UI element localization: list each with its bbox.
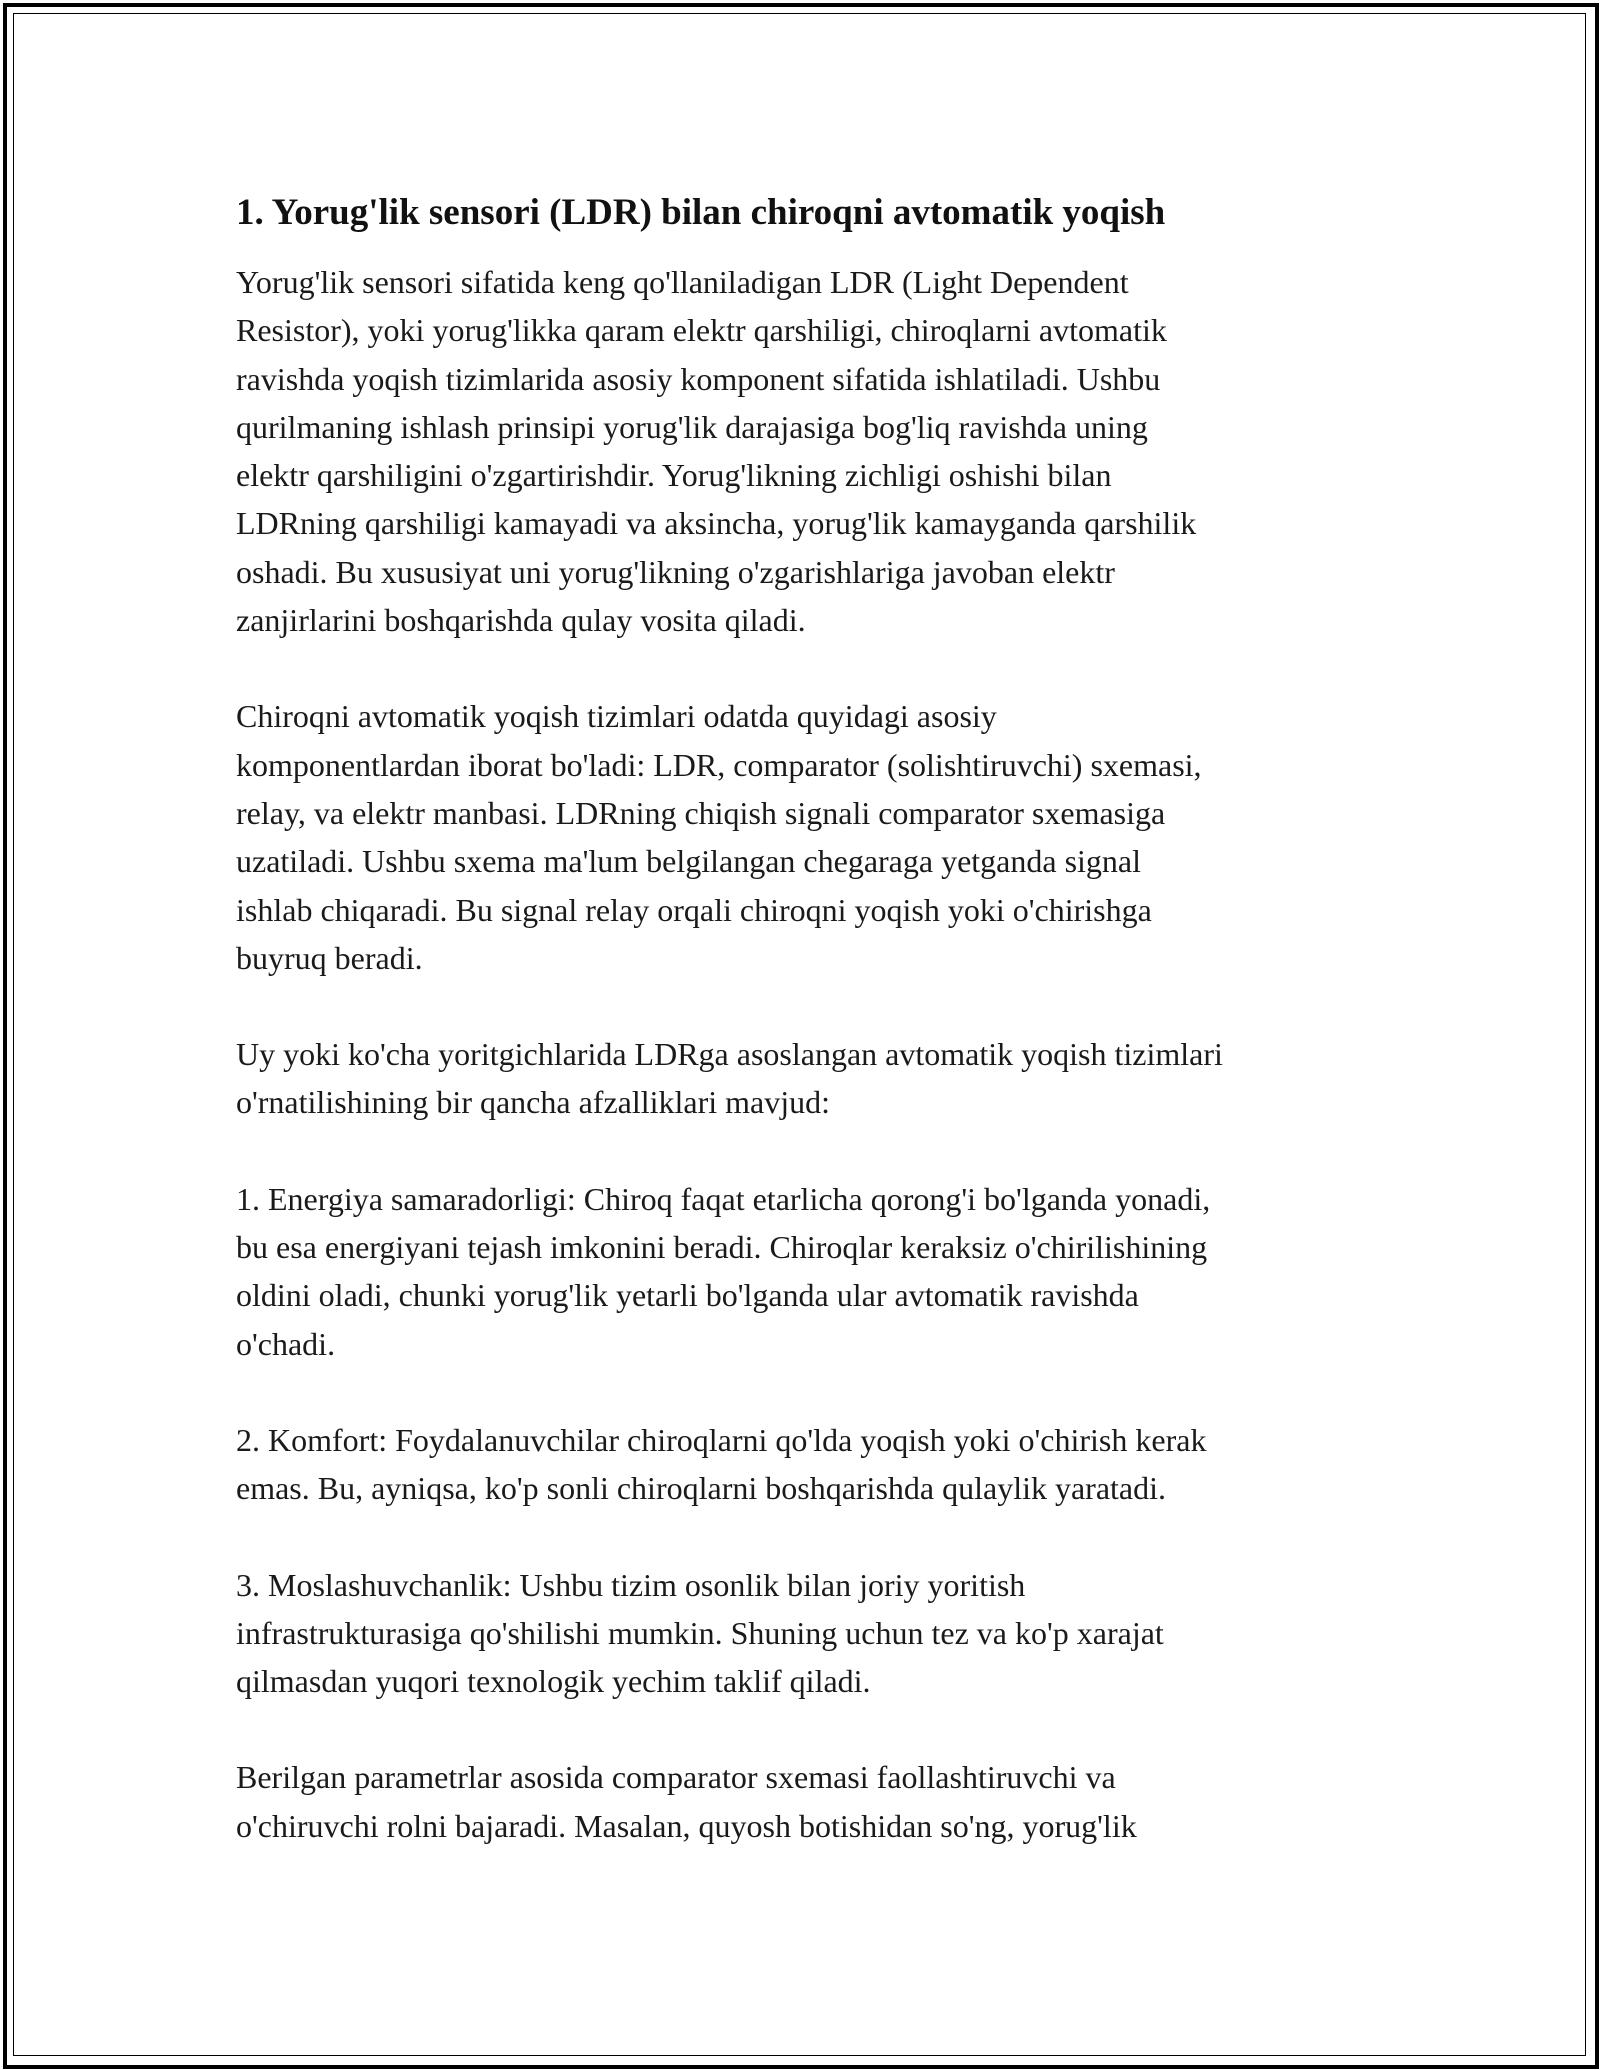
paragraph-advantages-intro: Uy yoki ko'cha yoritgichlarida LDRga asoslangan avtomatik yoqish tizimlari o'rnatilishining bir qancha afzalliklari mavjud: bbox=[236, 1036, 1223, 1121]
paragraph-system-components: Chiroqni avtomatik yoqish tizimlari odatda quyidagi asosiy komponentlardan iborat bo'ladi: LDR, comparator (solishtiruvchi) sxemasi, relay, va elektr manbasi. LDRning chiqish signali comparator sxemasiga uzatiladi. Ushbu sxema ma'lum belgilangan chegaraga yetganda signal ishlab chiqaradi. Bu signal relay orqali chiroqni yoqish yoki o'chirishga buyruq beradi. bbox=[236, 698, 1202, 976]
list-item-flexibility: 3. Moslashuvchanlik: Ushbu tizim osonlik bilan joriy yoritish infrastrukturasiga qo'shilishi mumkin. Shuning uchun tez va ko'p xarajat qilmasdan yuqori texnologik yechim taklif qiladi. bbox=[236, 1566, 1164, 1700]
paragraph-comparator-role: Berilgan parametrlar asosida comparator sxemasi faollashtiruvchi va o'chiruvchi rolni bajaradi. Masalan, quyosh botishidan so'ng, yorug'lik bbox=[236, 1759, 1137, 1844]
section-title: 1. Yorug'lik sensori (LDR) bilan chiroqni avtomatik yoqish bbox=[236, 192, 1166, 233]
list-item-comfort: 2. Komfort: Foydalanuvchilar chiroqlarni qo'lda yoqish yoki o'chirish kerak emas. Bu, ayniqsa, ko'p sonli chiroqlarni boshqarishda qulaylik yaratadi. bbox=[236, 1421, 1207, 1507]
paragraph-ldr-intro: Yorug'lik sensori sifatida keng qo'llaniladigan LDR (Light Dependent Resistor), yoki yorug'likka qaram elektr qarshiligi, chiroqlarni avtomatik ravishda yoqish tizimlarida asosiy komponent sifatida ishlatiladi. Ushbu qurilmaning ishlash prinsipi yorug'lik darajasiga bog'liq ravishda uning elektr qarshiligini o'zgartirishdir. Yorug'likning zichligi oshishi bilan LDRning qarshiligi kamayadi va aksincha, yorug'lik kamayganda qarshilik oshadi. Bu xususiyat uni yorug'likning o'zgarishlariga javoban elektr zanjirlarini boshqarishda qulay vosita qiladi. bbox=[236, 264, 1197, 639]
list-item-energy-efficiency: 1. Energiya samaradorligi: Chiroq faqat etarlicha qorong'i bo'lganda yonadi, bu esa energiyani tejash imkonini beradi. Chiroqlar keraksiz o'chirilishining oldini oladi, chunki yorug'lik yetarli bo'lganda ular avtomatik ravishda o'chadi. bbox=[236, 1180, 1211, 1362]
document-body bbox=[236, 185, 1386, 1850]
